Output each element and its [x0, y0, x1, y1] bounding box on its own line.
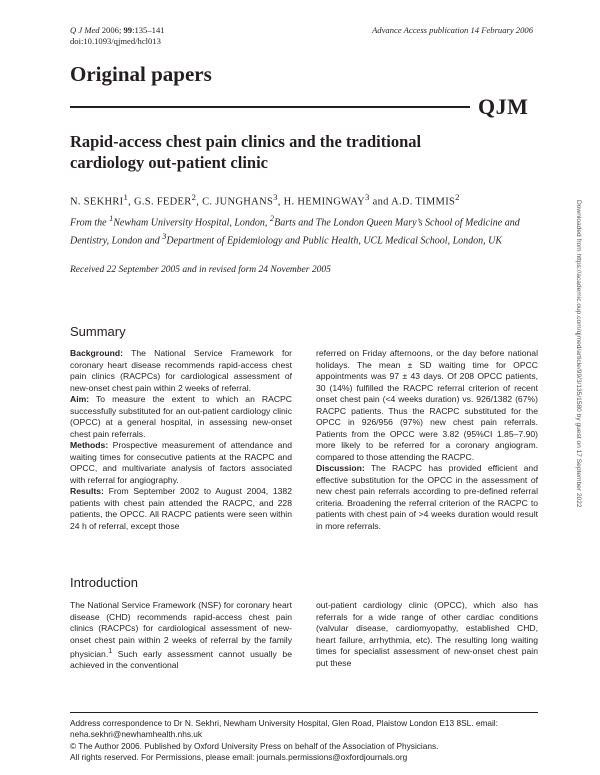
title-line-1: Rapid-access chest pain clinics and the traditional — [70, 132, 422, 151]
affil-3: Department of Epidemiology and Public Health, UCL Medical School, London, UK — [166, 235, 503, 247]
download-watermark-text: Downloaded from https://academic.oup.com/qjmed/article/99/3/135/1580 by guest on 17 September 2022 — [575, 200, 582, 508]
summary-methods — [70, 440, 292, 486]
results-label: Results: — [70, 486, 104, 496]
author-affil: 1 — [123, 192, 129, 202]
intro-left-column — [70, 600, 292, 672]
citation-ref: 1 — [108, 647, 113, 655]
permissions: All rights reserved. For Permissions, please email: journals.permissions@oxfordjournals.org — [70, 752, 408, 762]
intro-right-column — [316, 600, 538, 669]
introduction-heading: Introduction — [70, 575, 138, 590]
summary-right-column — [316, 348, 538, 532]
journal-pages: :135–141 — [132, 25, 165, 35]
section-title: Original papers — [70, 62, 212, 86]
aim-text: To measure the extent to which an RACPC successfully substituted for an out-patient cardiology clinic (OPCC) at a general hospital, in assessing new-onset chest pain referrals. — [70, 394, 292, 439]
journal-volume: 99 — [123, 25, 133, 35]
journal-citation — [70, 25, 165, 47]
author-affil: 2 — [455, 192, 460, 202]
methods-text: Prospective measurement of attendance and waiting times for consecutive patients at the RACPC and OPCC, and multivariate analysis of factors associated with referral for angiography. — [70, 440, 292, 485]
footer-rule — [70, 712, 538, 713]
article-title — [70, 131, 510, 173]
author-name: N. SEKHRI — [70, 196, 124, 208]
summary-discussion — [316, 463, 538, 532]
author-affil: 2 — [191, 192, 197, 202]
journal-name: Q J Med — [70, 25, 100, 35]
doi: doi:10.1093/qjmed/hcl013 — [70, 36, 161, 46]
qjm-logo: QJM — [478, 94, 529, 119]
download-watermark — [573, 200, 583, 590]
affil-2: Barts and The London Queen Mary’s School of Medicine and Dentistry, London and — [70, 217, 520, 247]
affil-sup: 3 — [162, 232, 167, 242]
journal-year: 2006; — [101, 25, 122, 35]
affil-prefix: From the — [70, 217, 110, 229]
header-rule — [70, 106, 470, 108]
received-dates: Received 22 September 2005 and in revised form 24 November 2005 — [70, 265, 331, 275]
author-list: N. SEKHRI$^1$, G.S. FEDER$^2$, C. JUNGHANS$^3$, H. HEMINGWAY$^3$ and A.D. TIMMIS$^2$ — [70, 192, 460, 208]
aim-label: Aim: — [70, 394, 90, 404]
title-line-2: cardiology out-patient clinic — [70, 153, 268, 172]
results-text: From September 2002 to August 2004, 1382 patients with chest pain attended the RACPC, and 228 patients, the OPCC. All RACPC patients were seen within 24 h of referral, except those — [70, 486, 292, 531]
author-affil: 3 — [365, 192, 370, 202]
background-text: The National Service Framework for coronary heart disease recommends rapid-access chest pain clinics (RACPCs) for cardiological assessment of new-onset chest pain within 2 weeks of referral. — [70, 348, 292, 393]
author-affil: 3 — [273, 192, 278, 202]
author-name: G.S. FEDER — [134, 196, 192, 208]
intro-paragraph — [70, 600, 292, 672]
discussion-label: Discussion: — [316, 463, 365, 473]
intro-text-b: Such early assessment cannot usually be achieved in the conventional — [70, 648, 292, 671]
author-name: C. JUNGHANS — [202, 196, 274, 208]
intro-text-a: The National Service Framework (NSF) for coronary heart disease (CHD) recommends rapid-access chest pain clinics (RACPCs) for cardiological assessment of new-onset chest pain within 2 weeks of referral by the family physician. — [70, 600, 292, 659]
author-name: A.D. TIMMIS — [391, 196, 456, 208]
advance-access: Advance Access publication 14 February 2006 — [372, 25, 533, 35]
discussion-text: The RACPC has provided efficient and effective substitution for the OPCC in the assessment of new chest pain referrals according to pre-defined referral criteria. Broadening the referral criterion of the RACPC to patients with chest pain of >4 weeks duration would result in more referrals. — [316, 463, 538, 531]
background-label: Background: — [70, 348, 123, 358]
author-name: H. HEMINGWAY — [283, 196, 366, 208]
summary-heading: Summary — [70, 324, 126, 339]
affiliations — [70, 212, 520, 249]
intro-paragraph-continued: out-patient cardiology clinic (OPCC), which also has referrals for a wide range of other cardiac conditions (valvular disease, cardiomyopathy, established CHD, heart failure, arrhythmia, etc). The resulting long waiting times for specialist assessment of new-onset chest pain put these — [316, 600, 538, 668]
summary-aim — [70, 394, 292, 440]
summary-results — [70, 486, 292, 532]
results-continued: referred on Friday afternoons, or the day before national holidays. The mean ± SD waiting time for OPCC appointments was 97 ± 43 days. Of 208 OPCC patients, 30 (14%) fulfilled the RACPC referral criterion of recent onset chest pain (<4 weeks duration) vs. 926/1382 (67%) RACPC patients. Thus the RACPC substituted for the OPCC in 926/956 (97%) new chest pain referrals. Patients from the OPCC were 3.82 (95%CI 1.85–7.90) more likely to be referred for a coronary angiogram. compared to those attending the RACPC. — [316, 348, 538, 462]
affil-sup: 2 — [269, 214, 275, 223]
summary-left-column — [70, 348, 292, 532]
affil-1: Newham University Hospital, London, — [113, 217, 270, 229]
correspondence: Address correspondence to Dr N. Sekhri, Newham University Hospital, Glen Road, Plaistow London E13 8SL. email: neha.sekhri@newhamhealth.nhs.uk — [70, 718, 498, 739]
affil-sup: 1 — [109, 214, 114, 223]
methods-label: Methods: — [70, 440, 109, 450]
copyright: © The Author 2006. Published by Oxford University Press on behalf of the Association of Physicians. — [70, 741, 439, 751]
summary-background — [70, 348, 292, 394]
